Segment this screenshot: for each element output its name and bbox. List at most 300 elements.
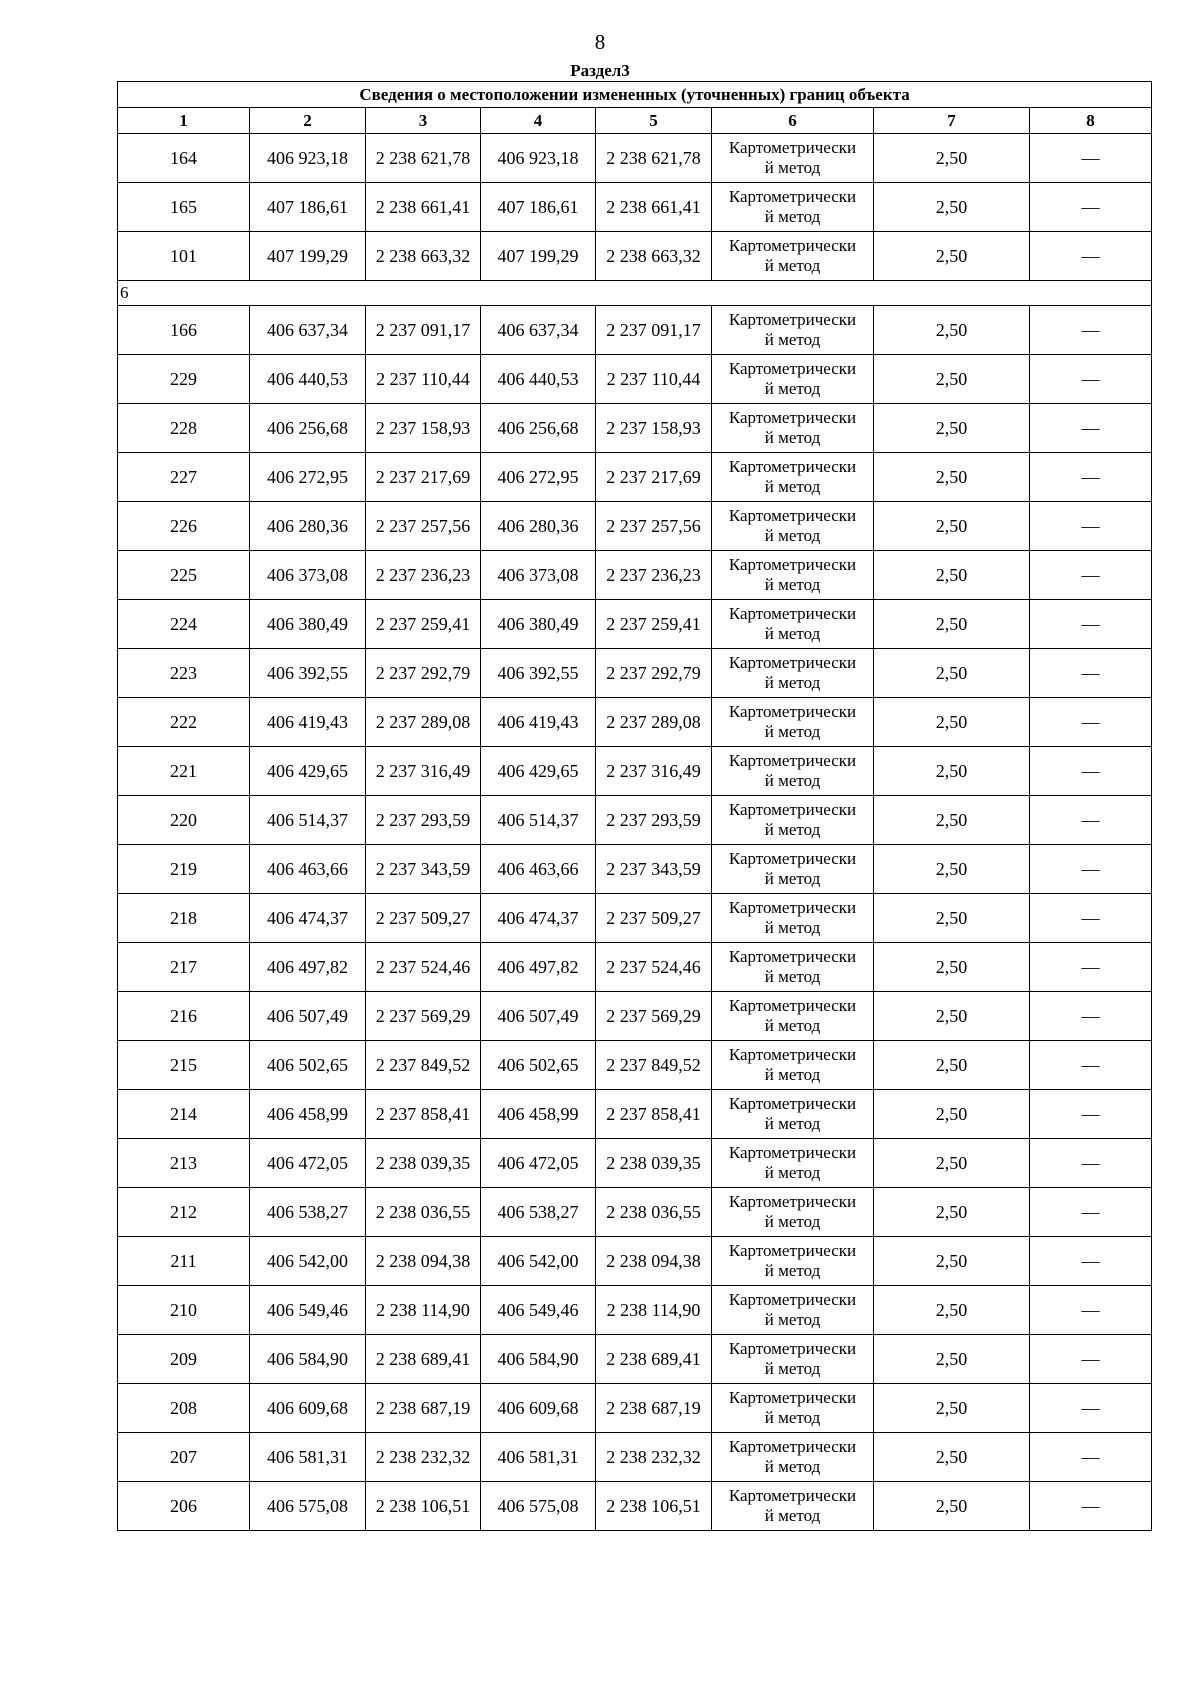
accuracy-cell: 2,50	[874, 1482, 1030, 1531]
method-line-1: Картометрически	[728, 996, 857, 1015]
x-refined-cell: 406 280,36	[481, 502, 596, 551]
point-number-cell: 164	[118, 134, 250, 183]
method-cell	[712, 1041, 874, 1090]
accuracy-cell: 2,50	[874, 796, 1030, 845]
x-refined-cell: 406 538,27	[481, 1188, 596, 1237]
description-cell: —	[1030, 796, 1152, 845]
x-existing-cell: 406 507,49	[250, 992, 366, 1041]
y-existing-cell: 2 237 524,46	[366, 943, 481, 992]
table-row	[118, 894, 1152, 943]
x-refined-cell: 406 581,31	[481, 1433, 596, 1482]
y-refined-cell: 2 237 236,23	[596, 551, 712, 600]
x-refined-cell: 407 199,29	[481, 232, 596, 281]
method-line-2: й метод	[764, 1506, 821, 1525]
accuracy-cell: 2,50	[874, 600, 1030, 649]
column-number-5: 5	[596, 108, 712, 134]
y-existing-cell: 2 237 569,29	[366, 992, 481, 1041]
table-row	[118, 1482, 1152, 1531]
y-existing-cell: 2 238 689,41	[366, 1335, 481, 1384]
method-line-1: Картометрически	[728, 187, 857, 206]
y-existing-cell: 2 238 621,78	[366, 134, 481, 183]
column-number-1: 1	[118, 108, 250, 134]
x-existing-cell: 406 256,68	[250, 404, 366, 453]
method-line-1: Картометрически	[728, 408, 857, 427]
column-number-4: 4	[481, 108, 596, 134]
point-number-cell: 208	[118, 1384, 250, 1433]
x-refined-cell: 406 474,37	[481, 894, 596, 943]
method-line-1: Картометрически	[728, 1339, 857, 1358]
point-number-cell: 216	[118, 992, 250, 1041]
table-row	[118, 943, 1152, 992]
y-refined-cell: 2 238 687,19	[596, 1384, 712, 1433]
column-number-3: 3	[366, 108, 481, 134]
point-number-cell: 209	[118, 1335, 250, 1384]
method-line-1: Картометрически	[728, 1437, 857, 1456]
y-existing-cell: 2 237 289,08	[366, 698, 481, 747]
table-body	[118, 134, 1152, 1531]
y-refined-cell: 2 238 621,78	[596, 134, 712, 183]
method-cell	[712, 1286, 874, 1335]
table-row	[118, 1433, 1152, 1482]
method-cell	[712, 404, 874, 453]
x-refined-cell: 406 256,68	[481, 404, 596, 453]
x-existing-cell: 406 581,31	[250, 1433, 366, 1482]
point-number-cell: 165	[118, 183, 250, 232]
method-cell	[712, 453, 874, 502]
y-refined-cell: 2 237 524,46	[596, 943, 712, 992]
method-cell	[712, 306, 874, 355]
method-line-2: й метод	[764, 869, 821, 888]
description-cell: —	[1030, 1433, 1152, 1482]
accuracy-cell: 2,50	[874, 453, 1030, 502]
method-line-2: й метод	[764, 526, 821, 545]
column-number-6: 6	[712, 108, 874, 134]
point-number-cell: 221	[118, 747, 250, 796]
y-refined-cell: 2 238 036,55	[596, 1188, 712, 1237]
method-cell	[712, 1139, 874, 1188]
point-number-cell: 213	[118, 1139, 250, 1188]
method-line-2: й метод	[764, 1261, 821, 1280]
method-line-2: й метод	[764, 673, 821, 692]
y-existing-cell: 2 238 114,90	[366, 1286, 481, 1335]
method-line-2: й метод	[764, 256, 821, 275]
point-number-cell: 227	[118, 453, 250, 502]
point-number-cell: 207	[118, 1433, 250, 1482]
x-refined-cell: 406 380,49	[481, 600, 596, 649]
description-cell: —	[1030, 355, 1152, 404]
table-row	[118, 992, 1152, 1041]
method-cell	[712, 355, 874, 404]
description-cell: —	[1030, 183, 1152, 232]
table-row	[118, 355, 1152, 404]
description-cell: —	[1030, 1482, 1152, 1531]
y-existing-cell: 2 237 293,59	[366, 796, 481, 845]
column-number-7: 7	[874, 108, 1030, 134]
method-line-2: й метод	[764, 1114, 821, 1133]
table-row	[118, 1090, 1152, 1139]
method-line-1: Картометрически	[728, 604, 857, 623]
method-line-1: Картометрически	[728, 1290, 857, 1309]
accuracy-cell: 2,50	[874, 1433, 1030, 1482]
description-cell: —	[1030, 502, 1152, 551]
description-cell: —	[1030, 306, 1152, 355]
column-number-2: 2	[250, 108, 366, 134]
point-number-cell: 166	[118, 306, 250, 355]
method-cell	[712, 551, 874, 600]
y-existing-cell: 2 237 292,79	[366, 649, 481, 698]
description-cell: —	[1030, 453, 1152, 502]
accuracy-cell: 2,50	[874, 1139, 1030, 1188]
description-cell: —	[1030, 943, 1152, 992]
y-refined-cell: 2 237 509,27	[596, 894, 712, 943]
accuracy-cell: 2,50	[874, 1237, 1030, 1286]
method-line-1: Картометрически	[728, 236, 857, 255]
description-cell: —	[1030, 1188, 1152, 1237]
point-number-cell: 215	[118, 1041, 250, 1090]
description-cell: —	[1030, 1286, 1152, 1335]
x-existing-cell: 406 280,36	[250, 502, 366, 551]
description-cell: —	[1030, 649, 1152, 698]
method-line-1: Картометрически	[728, 506, 857, 525]
description-cell: —	[1030, 134, 1152, 183]
table-row	[118, 1335, 1152, 1384]
y-refined-cell: 2 237 343,59	[596, 845, 712, 894]
x-refined-cell: 406 440,53	[481, 355, 596, 404]
table-row	[118, 796, 1152, 845]
y-refined-cell: 2 238 039,35	[596, 1139, 712, 1188]
accuracy-cell: 2,50	[874, 1090, 1030, 1139]
y-refined-cell: 2 238 689,41	[596, 1335, 712, 1384]
point-number-cell: 211	[118, 1237, 250, 1286]
x-existing-cell: 406 458,99	[250, 1090, 366, 1139]
x-refined-cell: 406 514,37	[481, 796, 596, 845]
page-number: 8	[594, 30, 606, 54]
point-number-cell: 226	[118, 502, 250, 551]
y-existing-cell: 2 237 259,41	[366, 600, 481, 649]
point-number-cell: 101	[118, 232, 250, 281]
method-cell	[712, 943, 874, 992]
description-cell: —	[1030, 992, 1152, 1041]
method-cell	[712, 502, 874, 551]
x-refined-cell: 406 502,65	[481, 1041, 596, 1090]
method-line-2: й метод	[764, 207, 821, 226]
method-cell	[712, 1335, 874, 1384]
description-cell: —	[1030, 1090, 1152, 1139]
x-existing-cell: 406 584,90	[250, 1335, 366, 1384]
method-line-2: й метод	[764, 330, 821, 349]
y-refined-cell: 2 237 259,41	[596, 600, 712, 649]
y-refined-cell: 2 237 257,56	[596, 502, 712, 551]
y-existing-cell: 2 237 316,49	[366, 747, 481, 796]
method-cell	[712, 992, 874, 1041]
x-existing-cell: 406 440,53	[250, 355, 366, 404]
table-row	[118, 1139, 1152, 1188]
point-number-cell: 223	[118, 649, 250, 698]
point-number-cell: 210	[118, 1286, 250, 1335]
accuracy-cell: 2,50	[874, 134, 1030, 183]
y-refined-cell: 2 238 661,41	[596, 183, 712, 232]
y-refined-cell: 2 237 569,29	[596, 992, 712, 1041]
method-line-1: Картометрически	[728, 1241, 857, 1260]
accuracy-cell: 2,50	[874, 698, 1030, 747]
x-existing-cell: 406 380,49	[250, 600, 366, 649]
method-cell	[712, 1384, 874, 1433]
y-existing-cell: 2 237 509,27	[366, 894, 481, 943]
x-refined-cell: 406 923,18	[481, 134, 596, 183]
x-existing-cell: 406 429,65	[250, 747, 366, 796]
y-existing-cell: 2 237 849,52	[366, 1041, 481, 1090]
contour-group-label: 6	[118, 281, 1152, 306]
table-row	[118, 698, 1152, 747]
description-cell: —	[1030, 232, 1152, 281]
description-cell: —	[1030, 894, 1152, 943]
method-line-2: й метод	[764, 967, 821, 986]
method-cell	[712, 600, 874, 649]
accuracy-cell: 2,50	[874, 649, 1030, 698]
accuracy-cell: 2,50	[874, 845, 1030, 894]
x-refined-cell: 406 549,46	[481, 1286, 596, 1335]
table-row	[118, 404, 1152, 453]
method-line-1: Картометрически	[728, 310, 857, 329]
x-existing-cell: 406 497,82	[250, 943, 366, 992]
x-existing-cell: 406 272,95	[250, 453, 366, 502]
x-refined-cell: 407 186,61	[481, 183, 596, 232]
accuracy-cell: 2,50	[874, 1041, 1030, 1090]
table-row	[118, 600, 1152, 649]
x-existing-cell: 406 514,37	[250, 796, 366, 845]
description-cell: —	[1030, 1384, 1152, 1433]
description-cell: —	[1030, 600, 1152, 649]
method-cell	[712, 1482, 874, 1531]
point-number-cell: 217	[118, 943, 250, 992]
method-line-1: Картометрически	[728, 898, 857, 917]
x-refined-cell: 406 542,00	[481, 1237, 596, 1286]
x-refined-cell: 406 458,99	[481, 1090, 596, 1139]
coordinates-table	[117, 81, 1152, 1531]
x-existing-cell: 406 419,43	[250, 698, 366, 747]
method-line-1: Картометрически	[728, 1388, 857, 1407]
method-line-2: й метод	[764, 1310, 821, 1329]
method-cell	[712, 698, 874, 747]
y-existing-cell: 2 237 217,69	[366, 453, 481, 502]
y-refined-cell: 2 238 232,32	[596, 1433, 712, 1482]
table-row	[118, 134, 1152, 183]
method-line-1: Картометрически	[728, 555, 857, 574]
x-refined-cell: 406 609,68	[481, 1384, 596, 1433]
column-number-8: 8	[1030, 108, 1152, 134]
y-refined-cell: 2 238 106,51	[596, 1482, 712, 1531]
y-existing-cell: 2 238 106,51	[366, 1482, 481, 1531]
y-existing-cell: 2 238 661,41	[366, 183, 481, 232]
y-existing-cell: 2 238 663,32	[366, 232, 481, 281]
method-line-2: й метод	[764, 158, 821, 177]
y-refined-cell: 2 237 110,44	[596, 355, 712, 404]
y-refined-cell: 2 237 858,41	[596, 1090, 712, 1139]
description-cell: —	[1030, 1139, 1152, 1188]
point-number-cell: 212	[118, 1188, 250, 1237]
method-line-1: Картометрически	[728, 702, 857, 721]
point-number-cell: 225	[118, 551, 250, 600]
method-cell	[712, 1188, 874, 1237]
method-line-1: Картометрически	[728, 359, 857, 378]
method-line-1: Картометрически	[728, 138, 857, 157]
x-refined-cell: 406 392,55	[481, 649, 596, 698]
table-row	[118, 306, 1152, 355]
method-line-2: й метод	[764, 1163, 821, 1182]
description-cell: —	[1030, 698, 1152, 747]
accuracy-cell: 2,50	[874, 1384, 1030, 1433]
method-cell	[712, 649, 874, 698]
y-existing-cell: 2 238 232,32	[366, 1433, 481, 1482]
table-row	[118, 502, 1152, 551]
table-row	[118, 232, 1152, 281]
method-line-1: Картометрически	[728, 457, 857, 476]
method-line-2: й метод	[764, 722, 821, 741]
y-existing-cell: 2 238 094,38	[366, 1237, 481, 1286]
method-line-2: й метод	[764, 1408, 821, 1427]
table-row	[118, 1041, 1152, 1090]
x-existing-cell: 406 609,68	[250, 1384, 366, 1433]
x-refined-cell: 406 429,65	[481, 747, 596, 796]
accuracy-cell: 2,50	[874, 551, 1030, 600]
x-refined-cell: 406 463,66	[481, 845, 596, 894]
y-refined-cell: 2 237 091,17	[596, 306, 712, 355]
y-refined-cell: 2 238 114,90	[596, 1286, 712, 1335]
y-refined-cell: 2 237 292,79	[596, 649, 712, 698]
method-line-2: й метод	[764, 1212, 821, 1231]
method-line-2: й метод	[764, 575, 821, 594]
method-cell	[712, 845, 874, 894]
table-row	[118, 747, 1152, 796]
x-existing-cell: 406 474,37	[250, 894, 366, 943]
description-cell: —	[1030, 551, 1152, 600]
method-line-2: й метод	[764, 820, 821, 839]
point-number-cell: 218	[118, 894, 250, 943]
point-number-cell: 219	[118, 845, 250, 894]
accuracy-cell: 2,50	[874, 747, 1030, 796]
y-refined-cell: 2 237 158,93	[596, 404, 712, 453]
method-line-1: Картометрически	[728, 800, 857, 819]
method-line-1: Картометрически	[728, 653, 857, 672]
description-cell: —	[1030, 845, 1152, 894]
accuracy-cell: 2,50	[874, 232, 1030, 281]
table-row	[118, 551, 1152, 600]
y-refined-cell: 2 237 289,08	[596, 698, 712, 747]
method-cell	[712, 747, 874, 796]
method-line-2: й метод	[764, 477, 821, 496]
point-number-cell: 224	[118, 600, 250, 649]
method-line-2: й метод	[764, 918, 821, 937]
point-number-cell: 220	[118, 796, 250, 845]
method-cell	[712, 232, 874, 281]
description-cell: —	[1030, 404, 1152, 453]
table-row	[118, 1188, 1152, 1237]
x-refined-cell: 406 419,43	[481, 698, 596, 747]
accuracy-cell: 2,50	[874, 1335, 1030, 1384]
x-existing-cell: 406 373,08	[250, 551, 366, 600]
x-refined-cell: 406 637,34	[481, 306, 596, 355]
x-refined-cell: 406 507,49	[481, 992, 596, 1041]
y-existing-cell: 2 237 236,23	[366, 551, 481, 600]
y-refined-cell: 2 238 094,38	[596, 1237, 712, 1286]
method-cell	[712, 1090, 874, 1139]
method-line-2: й метод	[764, 771, 821, 790]
x-existing-cell: 406 637,34	[250, 306, 366, 355]
table-row	[118, 453, 1152, 502]
x-refined-cell: 406 472,05	[481, 1139, 596, 1188]
method-line-2: й метод	[764, 379, 821, 398]
method-line-1: Картометрически	[728, 947, 857, 966]
point-number-cell: 222	[118, 698, 250, 747]
accuracy-cell: 2,50	[874, 502, 1030, 551]
method-line-1: Картометрически	[728, 1045, 857, 1064]
x-refined-cell: 406 497,82	[481, 943, 596, 992]
table-row	[118, 1286, 1152, 1335]
y-existing-cell: 2 237 858,41	[366, 1090, 481, 1139]
column-number-row	[118, 108, 1152, 134]
x-existing-cell: 407 199,29	[250, 232, 366, 281]
accuracy-cell: 2,50	[874, 894, 1030, 943]
method-cell	[712, 796, 874, 845]
description-cell: —	[1030, 1237, 1152, 1286]
description-cell: —	[1030, 1335, 1152, 1384]
table-row	[118, 183, 1152, 232]
table-caption: Сведения о местоположении измененных (уточненных) границ объекта	[118, 82, 1152, 108]
method-cell	[712, 1433, 874, 1482]
method-line-1: Картометрически	[728, 1143, 857, 1162]
method-line-1: Картометрически	[728, 849, 857, 868]
table-row	[118, 1237, 1152, 1286]
y-existing-cell: 2 238 039,35	[366, 1139, 481, 1188]
description-cell: —	[1030, 747, 1152, 796]
accuracy-cell: 2,50	[874, 355, 1030, 404]
point-number-cell: 214	[118, 1090, 250, 1139]
method-line-2: й метод	[764, 1359, 821, 1378]
x-refined-cell: 406 584,90	[481, 1335, 596, 1384]
table-row	[118, 845, 1152, 894]
accuracy-cell: 2,50	[874, 1188, 1030, 1237]
section-title: Раздел3	[570, 61, 630, 80]
table-row	[118, 649, 1152, 698]
y-existing-cell: 2 238 687,19	[366, 1384, 481, 1433]
method-line-2: й метод	[764, 1065, 821, 1084]
y-refined-cell: 2 237 217,69	[596, 453, 712, 502]
method-cell	[712, 134, 874, 183]
method-cell	[712, 1237, 874, 1286]
x-existing-cell: 406 502,65	[250, 1041, 366, 1090]
x-existing-cell: 406 392,55	[250, 649, 366, 698]
y-existing-cell: 2 237 158,93	[366, 404, 481, 453]
method-cell	[712, 183, 874, 232]
accuracy-cell: 2,50	[874, 306, 1030, 355]
accuracy-cell: 2,50	[874, 1286, 1030, 1335]
method-cell	[712, 894, 874, 943]
accuracy-cell: 2,50	[874, 404, 1030, 453]
method-line-1: Картометрически	[728, 1486, 857, 1505]
accuracy-cell: 2,50	[874, 183, 1030, 232]
method-line-2: й метод	[764, 1016, 821, 1035]
description-cell: —	[1030, 1041, 1152, 1090]
y-existing-cell: 2 237 257,56	[366, 502, 481, 551]
y-refined-cell: 2 237 293,59	[596, 796, 712, 845]
y-refined-cell: 2 237 316,49	[596, 747, 712, 796]
y-refined-cell: 2 237 849,52	[596, 1041, 712, 1090]
method-line-2: й метод	[764, 624, 821, 643]
x-existing-cell: 406 538,27	[250, 1188, 366, 1237]
point-number-cell: 228	[118, 404, 250, 453]
x-existing-cell: 406 472,05	[250, 1139, 366, 1188]
y-existing-cell: 2 237 091,17	[366, 306, 481, 355]
